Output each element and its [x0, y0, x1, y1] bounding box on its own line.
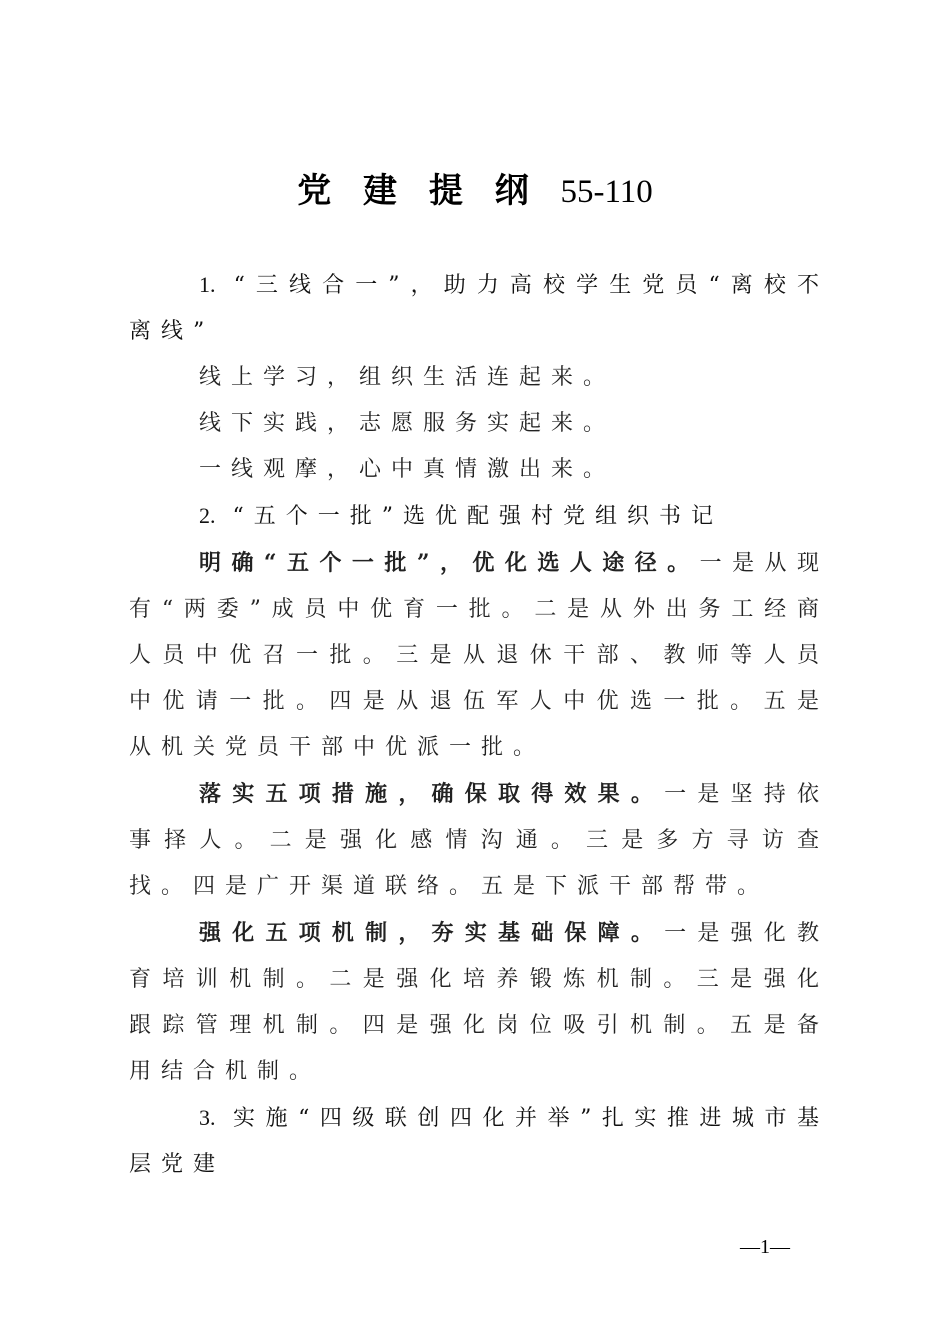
section-1-line: 线下实践，志愿服务实起来。: [199, 411, 616, 436]
title-text: 党 建 提 纲: [297, 171, 539, 211]
document-body: [129, 262, 829, 1188]
section-2-paragraph: [129, 771, 829, 910]
paragraph-body: 一是坚持依事择人。二是强化感情沟通。三是多方寻访查找。四是广开渠道联络。五是下派干部帮带。: [129, 782, 829, 899]
paragraph-body: 一是从现有“两委”成员中优育一批。二是从外出务工经商人员中优召一批。三是从退休干部、教师等人员中优请一批。四是从退伍军人中优选一批。五是从机关党员干部中优派一批。: [129, 551, 829, 760]
section-heading: 1. “三线合一”，助力高校学生党员“离校不离线”: [129, 272, 829, 344]
paragraph-lead: 强化五项机制，夯实基础保障。: [199, 920, 665, 946]
document-title: [0, 168, 950, 215]
page-number: —1—: [740, 1236, 790, 1258]
section-heading: 2. “五个一批”选优配强村党组织书记: [199, 503, 723, 529]
section-heading: 3. 实施“四级联创四化并举”扎实推进城市基层党建: [129, 1105, 830, 1177]
section-1-line: 一线观摩，心中真情激出来。: [199, 457, 616, 482]
title-number: 55-110: [560, 174, 653, 210]
section-2-paragraph: [129, 910, 829, 1095]
paragraph-body: 一是强化教育培训机制。二是强化培养锻炼机制。三是强化跟踪管理机制。四是强化岗位吸引机制。五是备用结合机制。: [129, 921, 829, 1084]
paragraph-lead: 明确“五个一批”，优化选人途径。: [199, 550, 700, 576]
section-2-paragraph: [129, 540, 829, 771]
section-1-line: 线上学习，组织生活连起来。: [199, 365, 616, 390]
paragraph-lead: 落实五项措施，确保取得效果。: [199, 781, 665, 807]
